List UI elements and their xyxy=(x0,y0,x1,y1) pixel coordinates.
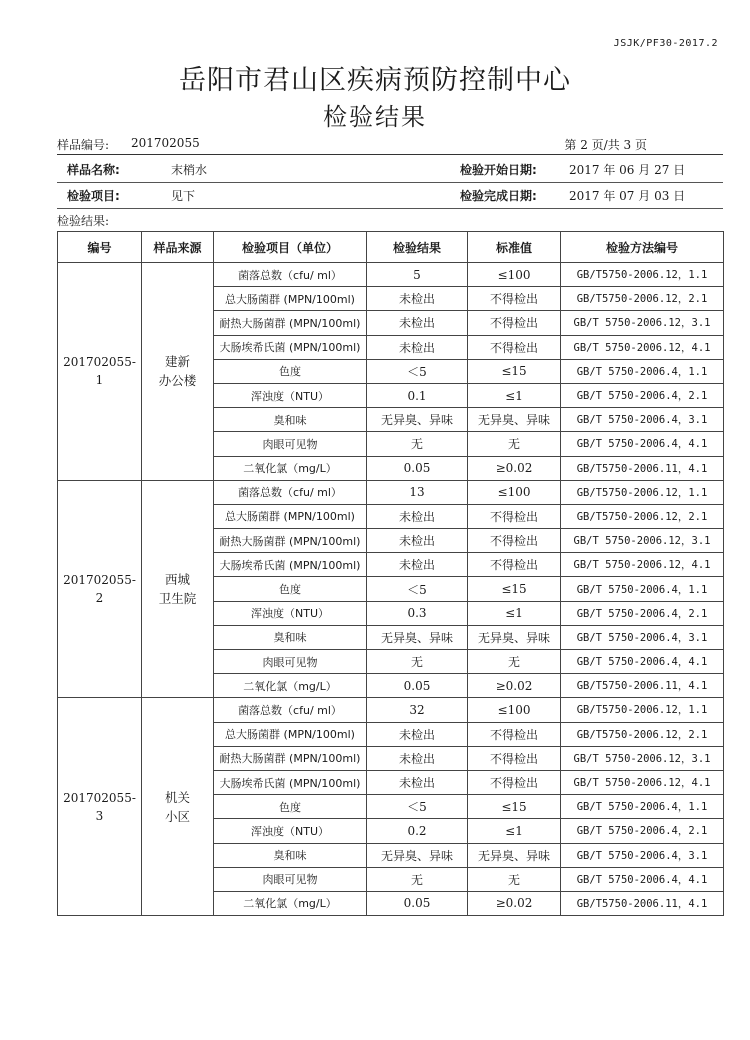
result-cell: ＜5 xyxy=(367,577,468,601)
method-cell: GB/T5750-2006.12，1.1 xyxy=(561,698,724,722)
standard-cell: ≤100 xyxy=(468,698,561,722)
header-method: 检验方法编号 xyxy=(561,232,724,263)
header-id: 编号 xyxy=(58,232,142,263)
standard-cell: 不得检出 xyxy=(468,504,561,528)
standard-cell: ≥0.02 xyxy=(468,456,561,480)
method-cell: GB/T 5750-2006.12，4.1 xyxy=(561,335,724,359)
sample-source-line: 机关 xyxy=(164,789,190,805)
item-cell: 浑浊度（NTU） xyxy=(214,819,367,843)
document-title: 检验结果 xyxy=(323,103,427,131)
item-cell: 肉眼可见物 xyxy=(214,432,367,456)
sample-id-cell xyxy=(58,263,142,481)
standard-cell: ≤15 xyxy=(468,795,561,819)
method-cell: GB/T 5750-2006.4，1.1 xyxy=(561,577,724,601)
item-cell: 菌落总数（cfu/ ml） xyxy=(214,263,367,287)
result-cell: 0.05 xyxy=(367,891,468,915)
result-cell: 无异臭、异味 xyxy=(367,625,468,649)
item-cell: 臭和味 xyxy=(214,625,367,649)
method-cell: GB/T 5750-2006.12，4.1 xyxy=(561,770,724,794)
item-cell: 臭和味 xyxy=(214,408,367,432)
item-cell: 色度 xyxy=(214,795,367,819)
method-cell: GB/T 5750-2006.12，3.1 xyxy=(561,311,724,335)
result-cell: 未检出 xyxy=(367,504,468,528)
sample-source-cell xyxy=(142,698,214,916)
standard-cell: ≤1 xyxy=(468,601,561,625)
method-cell: GB/T5750-2006.12，1.1 xyxy=(561,263,724,287)
header-source: 样品来源 xyxy=(142,232,214,263)
method-cell: GB/T 5750-2006.4，4.1 xyxy=(561,867,724,891)
sample-name-label: 样品名称: xyxy=(67,163,120,177)
item-cell: 大肠埃希氏菌 (MPN/100ml) xyxy=(214,335,367,359)
standard-cell: 无异臭、异味 xyxy=(468,843,561,867)
document-code: JSJK/PF30-2017.2 xyxy=(613,38,718,49)
item-cell: 总大肠菌群 (MPN/100ml) xyxy=(214,722,367,746)
sample-id-line: 201702055- xyxy=(63,355,136,370)
result-cell: 未检出 xyxy=(367,722,468,746)
sample-number-value: 201702055 xyxy=(131,136,200,150)
result-cell: 未检出 xyxy=(367,770,468,794)
item-cell: 耐热大肠菌群 (MPN/100ml) xyxy=(214,311,367,335)
sample-name-row xyxy=(57,157,723,183)
sample-id-line: 201702055- xyxy=(63,573,136,588)
sample-id-line: 201702055- xyxy=(63,790,136,805)
sample-name-value: 末梢水 xyxy=(171,163,208,177)
standard-cell: ≤15 xyxy=(468,359,561,383)
standard-cell: ≤1 xyxy=(468,383,561,407)
standard-cell: ≤100 xyxy=(468,480,561,504)
sample-source-cell xyxy=(142,263,214,481)
method-cell: GB/T 5750-2006.4，2.1 xyxy=(561,819,724,843)
standard-cell: ≤100 xyxy=(468,263,561,287)
table-row xyxy=(58,480,724,504)
results-table xyxy=(57,231,724,916)
start-date-label: 检验开始日期: xyxy=(460,163,537,177)
method-cell: GB/T 5750-2006.12，3.1 xyxy=(561,746,724,770)
result-cell: 0.2 xyxy=(367,819,468,843)
item-cell: 大肠埃希氏菌 (MPN/100ml) xyxy=(214,553,367,577)
item-cell: 菌落总数（cfu/ ml） xyxy=(214,480,367,504)
standard-cell: 不得检出 xyxy=(468,553,561,577)
method-cell: GB/T 5750-2006.4，3.1 xyxy=(561,625,724,649)
method-cell: GB/T5750-2006.12，2.1 xyxy=(561,287,724,311)
sample-source-cell xyxy=(142,480,214,698)
result-cell: 无异臭、异味 xyxy=(367,843,468,867)
method-cell: GB/T5750-2006.12，2.1 xyxy=(561,722,724,746)
item-cell: 臭和味 xyxy=(214,843,367,867)
item-cell: 色度 xyxy=(214,577,367,601)
item-cell: 浑浊度（NTU） xyxy=(214,383,367,407)
item-cell: 二氧化氯（mg/L） xyxy=(214,674,367,698)
standard-cell: 无异臭、异味 xyxy=(468,625,561,649)
standard-cell: 无 xyxy=(468,432,561,456)
standard-cell: ≤15 xyxy=(468,577,561,601)
organization-title: 岳阳市君山区疾病预防控制中心 xyxy=(179,65,571,96)
method-cell: GB/T 5750-2006.4，1.1 xyxy=(561,795,724,819)
standard-cell: 不得检出 xyxy=(468,746,561,770)
result-cell: 未检出 xyxy=(367,529,468,553)
result-cell: 0.1 xyxy=(367,383,468,407)
sample-number-row xyxy=(57,134,723,155)
result-cell: 32 xyxy=(367,698,468,722)
result-cell: 5 xyxy=(367,263,468,287)
results-label: 检验结果: xyxy=(57,214,110,228)
standard-cell: 不得检出 xyxy=(468,722,561,746)
result-cell: 13 xyxy=(367,480,468,504)
sample-source-line: 西城 xyxy=(164,572,190,588)
header-item: 检验项目（单位） xyxy=(214,232,367,263)
method-cell: GB/T 5750-2006.12，3.1 xyxy=(561,529,724,553)
sample-number-label: 样品编号: xyxy=(57,138,110,152)
item-cell: 耐热大肠菌群 (MPN/100ml) xyxy=(214,529,367,553)
sample-id-cell xyxy=(58,480,142,698)
result-cell: 未检出 xyxy=(367,746,468,770)
item-cell: 总大肠菌群 (MPN/100ml) xyxy=(214,504,367,528)
standard-cell: 不得检出 xyxy=(468,311,561,335)
result-cell: 无 xyxy=(367,432,468,456)
start-date-value: 2017 年 06 月 27 日 xyxy=(569,163,686,177)
item-cell: 大肠埃希氏菌 (MPN/100ml) xyxy=(214,770,367,794)
standard-cell: ≤1 xyxy=(468,819,561,843)
sample-source-line: 卫生院 xyxy=(158,591,197,607)
end-date-value: 2017 年 07 月 03 日 xyxy=(569,189,686,203)
method-cell: GB/T5750-2006.12，2.1 xyxy=(561,504,724,528)
standard-cell: 不得检出 xyxy=(468,770,561,794)
standard-cell: 不得检出 xyxy=(468,529,561,553)
table-row xyxy=(58,263,724,287)
method-cell: GB/T5750-2006.12，1.1 xyxy=(561,480,724,504)
sample-id-cell xyxy=(58,698,142,916)
standard-cell: 无异臭、异味 xyxy=(468,408,561,432)
result-cell: 0.05 xyxy=(367,456,468,480)
sample-source-line: 建新 xyxy=(164,354,190,370)
header-standard: 标准值 xyxy=(468,232,561,263)
result-cell: 无异臭、异味 xyxy=(367,408,468,432)
item-cell: 肉眼可见物 xyxy=(214,867,367,891)
standard-cell: 不得检出 xyxy=(468,287,561,311)
header-result: 检验结果 xyxy=(367,232,468,263)
result-cell: ＜5 xyxy=(367,795,468,819)
method-cell: GB/T 5750-2006.4，3.1 xyxy=(561,408,724,432)
standard-cell: 无 xyxy=(468,867,561,891)
method-cell: GB/T5750-2006.11，4.1 xyxy=(561,674,724,698)
sample-id-line: 1 xyxy=(95,373,104,388)
result-cell: 未检出 xyxy=(367,335,468,359)
standard-cell: 无 xyxy=(468,650,561,674)
item-cell: 菌落总数（cfu/ ml） xyxy=(214,698,367,722)
method-cell: GB/T 5750-2006.4，1.1 xyxy=(561,359,724,383)
sample-id-line: 2 xyxy=(95,591,104,606)
result-cell: 无 xyxy=(367,867,468,891)
result-cell: 无 xyxy=(367,650,468,674)
item-cell: 浑浊度（NTU） xyxy=(214,601,367,625)
item-cell: 耐热大肠菌群 (MPN/100ml) xyxy=(214,746,367,770)
method-cell: GB/T5750-2006.11，4.1 xyxy=(561,891,724,915)
method-cell: GB/T 5750-2006.4，3.1 xyxy=(561,843,724,867)
sample-source-line: 小区 xyxy=(164,808,190,824)
table-header-row xyxy=(58,232,724,263)
item-cell: 色度 xyxy=(214,359,367,383)
test-items-row xyxy=(57,183,723,209)
method-cell: GB/T5750-2006.11，4.1 xyxy=(561,456,724,480)
standard-cell: 不得检出 xyxy=(468,335,561,359)
method-cell: GB/T 5750-2006.4，4.1 xyxy=(561,650,724,674)
sample-source-line: 办公楼 xyxy=(158,373,197,389)
item-cell: 肉眼可见物 xyxy=(214,650,367,674)
standard-cell: ≥0.02 xyxy=(468,674,561,698)
test-items-label: 检验项目: xyxy=(67,189,120,203)
page-info: 第 2 页/共 3 页 xyxy=(564,138,647,152)
result-cell: 未检出 xyxy=(367,311,468,335)
item-cell: 二氧化氯（mg/L） xyxy=(214,456,367,480)
result-cell: 未检出 xyxy=(367,287,468,311)
standard-cell: ≥0.02 xyxy=(468,891,561,915)
end-date-label: 检验完成日期: xyxy=(460,189,537,203)
result-cell: ＜5 xyxy=(367,359,468,383)
sample-id-line: 3 xyxy=(95,808,104,823)
result-cell: 0.3 xyxy=(367,601,468,625)
result-cell: 未检出 xyxy=(367,553,468,577)
method-cell: GB/T 5750-2006.4，2.1 xyxy=(561,601,724,625)
table-row xyxy=(58,698,724,722)
test-items-value: 见下 xyxy=(171,189,196,203)
result-cell: 0.05 xyxy=(367,674,468,698)
method-cell: GB/T 5750-2006.12，4.1 xyxy=(561,553,724,577)
method-cell: GB/T 5750-2006.4，2.1 xyxy=(561,383,724,407)
item-cell: 二氧化氯（mg/L） xyxy=(214,891,367,915)
method-cell: GB/T 5750-2006.4，4.1 xyxy=(561,432,724,456)
item-cell: 总大肠菌群 (MPN/100ml) xyxy=(214,287,367,311)
